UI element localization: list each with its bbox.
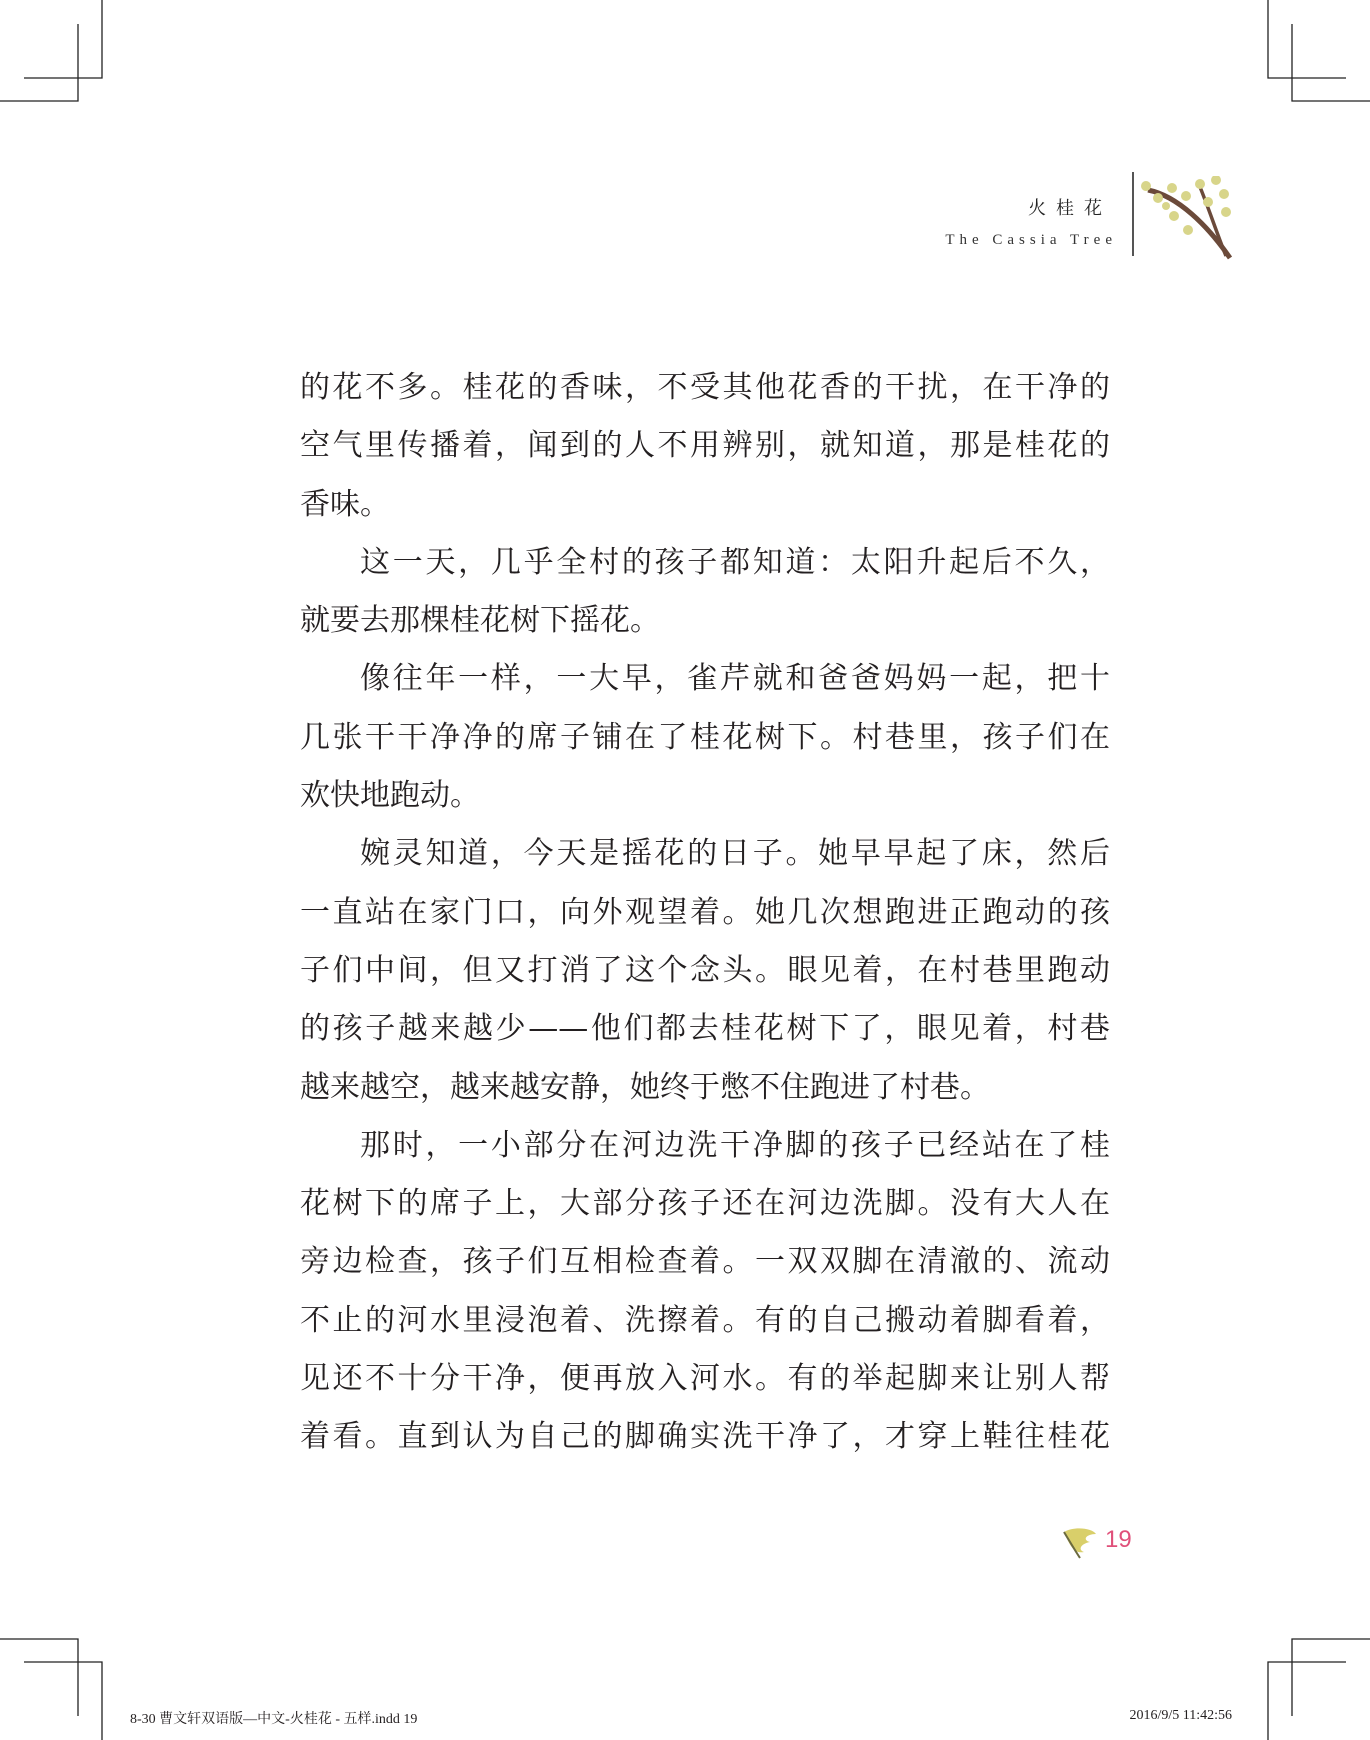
text-line: 那时，一小部分在河边洗干净脚的孩子已经站在了桂 [360, 1127, 1110, 1163]
page-number: 19 [1105, 1526, 1132, 1553]
header-divider [1132, 172, 1134, 256]
text-line: 着看。直到认为自己的脚确实洗干净了，才穿上鞋往桂花 [300, 1419, 1110, 1455]
cassia-branch-icon [1138, 176, 1238, 262]
text-line: 香味。 [300, 486, 390, 522]
leaf-icon [1062, 1526, 1098, 1560]
text-line: 越来越空，越来越安静，她终于憋不住跑进了村巷。 [300, 1069, 990, 1105]
text-line: 这一天，几乎全村的孩子都知道：太阳升起后不久， [360, 544, 1110, 580]
text-line: 的花不多。桂花的香味，不受其他花香的干扰，在干净的 [300, 370, 1110, 405]
text-line: 几张干干净净的席子铺在了桂花树下。村巷里，孩子们在 [300, 719, 1110, 755]
text-line: 空气里传播着，闻到的人不用辨别，就知道，那是桂花的 [300, 428, 1110, 464]
text-line: 像往年一样，一大早，雀芹就和爸爸妈妈一起，把十 [360, 661, 1110, 697]
text-line: 的孩子越来越少——他们都去桂花树下了，眼见着，村巷 [300, 1011, 1110, 1047]
running-header-title: 火桂花 [1028, 198, 1112, 219]
footer-timestamp: 2016/9/5 11:42:56 [1129, 1708, 1232, 1723]
text-line: 婉灵知道，今天是摇花的日子。她早早起了床，然后 [360, 836, 1110, 872]
text-line: 就要去那棵桂花树下摇花。 [300, 603, 660, 639]
footer-filename: 8-30 曹文轩双语版—中文-火桂花 - 五样.indd 19 [130, 1712, 418, 1727]
running-header-subtitle: The Cassia Tree [945, 232, 1117, 248]
text-line: 子们中间，但又打消了这个念头。眼见着，在村巷里跑动 [300, 952, 1110, 988]
body-text [300, 368, 1110, 1476]
text-line: 见还不十分干净，便再放入河水。有的举起脚来让别人帮 [300, 1361, 1110, 1397]
text-line: 花树下的席子上，大部分孩子还在河边洗脚。没有大人在 [300, 1186, 1110, 1222]
text-line: 欢快地跑动。 [300, 778, 480, 814]
text-line: 一直站在家门口，向外观望着。她几次想跑进正跑动的孩 [300, 894, 1110, 930]
text-line: 旁边检查，孩子们互相检查着。一双双脚在清澈的、流动 [300, 1244, 1110, 1280]
text-line: 不止的河水里浸泡着、洗擦着。有的自己搬动着脚看着， [300, 1302, 1110, 1338]
